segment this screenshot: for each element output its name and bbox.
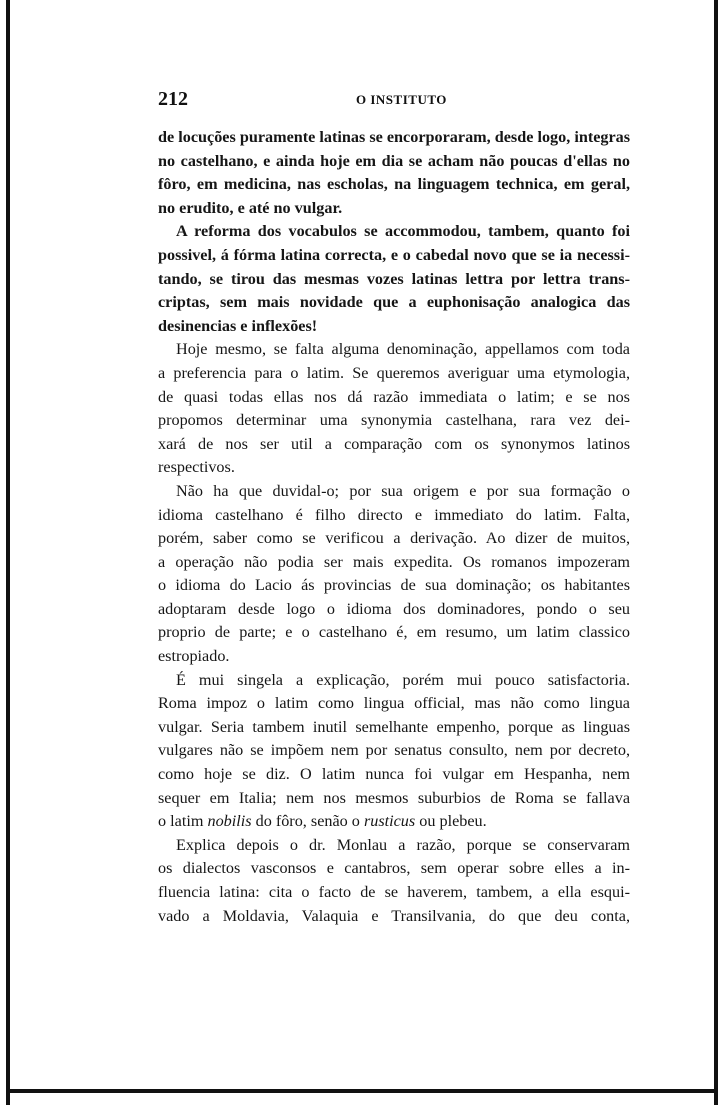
page-number: 212 [158, 88, 188, 110]
scan-border-right [714, 0, 718, 1105]
text-line: criptas, sem mais novidade que a euphonisação analogica das [158, 293, 630, 312]
text-line: fluencia latina: cita o facto de se haverem, tambem, a ella esqui- [158, 883, 630, 901]
text-line [158, 810, 630, 834]
text-line: a preferencia para o latim. Se queremos averiguar uma etymologia, [158, 363, 630, 382]
text-line: vado a Moldavia, Valaquia e Transilvania, do que deu conta, [158, 906, 630, 925]
text-line: propomos determinar uma synonymia castelhana, rara vez dei- [158, 411, 630, 430]
text-line: vulgar. Seria tambem inutil semelhante empenho, porque as linguas [158, 717, 630, 736]
text-line: o idioma do Lacio ás provincias de sua dominação; os habitantes [158, 576, 630, 595]
text-line: proprio de parte; e o castelhano é, em resumo, um latim classico [158, 623, 630, 642]
text-line: tando, se tirou das mesmas vozes latinas lettra por lettra trans- [158, 269, 630, 288]
body-text [158, 126, 630, 928]
paragraph [158, 338, 630, 480]
paragraph [158, 220, 630, 338]
text-line: os dialectos vasconsos e cantabros, sem operar sobre elles a in- [158, 859, 630, 878]
text-line: Hoje mesmo, se falta alguma denominação, appellamos com toda [176, 340, 630, 359]
running-title: O INSTITUTO [356, 92, 447, 107]
text-line: respectivos. [158, 458, 235, 477]
text-line: É mui singela a explicação, porém mui pouco satisfactoria. [176, 670, 630, 689]
text-line: vulgares não se impõem nem por senatus consulto, nem por decreto, [158, 741, 630, 760]
text-line: sequer em Italia; nem nos mesmos suburbios de Roma se fallava [158, 788, 630, 807]
scan-border-bottom [6, 1089, 718, 1093]
text-line: como hoje se diz. O latim nunca foi vulgar em Hespanha, nem [158, 765, 630, 784]
scan-border-left [6, 0, 10, 1105]
text-line: Explica depois o dr. Monlau a razão, porque se conservaram [176, 835, 630, 854]
text-line: estropiado. [158, 647, 230, 666]
text-line: xará de nos ser util a comparação com os synonymos latinos [158, 434, 630, 453]
text-run: o latim [158, 812, 208, 831]
text-line: de locuções puramente latinas se encorporaram, desde logo, integras [158, 128, 631, 146]
text-line: A reforma dos vocabulos se accommodou, tambem, quanto foi [176, 222, 630, 241]
paragraph [158, 834, 630, 928]
page-header [158, 88, 632, 114]
text-line: no castelhano, e ainda hoje em dia se acham não poucas d'ellas no [158, 151, 630, 170]
paragraph [158, 669, 630, 834]
text-line: idioma castelhano é filho directo e immediato do latim. Falta, [158, 505, 630, 524]
text-line: possivel, á fórma latina correcta, e o cabedal novo que se ia necessi- [158, 245, 630, 264]
text-run: do fôro, senão o [251, 812, 364, 831]
italic-term: nobilis [207, 812, 252, 831]
text-run: ou plebeu. [415, 812, 487, 831]
text-line: Roma impoz o latim como lingua official, mas não como lingua [158, 694, 630, 713]
paragraph [158, 126, 630, 220]
italic-term: rusticus [363, 812, 416, 831]
text-line: de quasi todas ellas nos dá razão immediata o latim; e se nos [158, 387, 630, 406]
text-line: no erudito, e até no vulgar. [158, 198, 343, 217]
text-line: fôro, em medicina, nas escholas, na linguagem technica, em geral, [158, 175, 630, 194]
text-line: adoptaram desde logo o idioma dos dominadores, pondo o seu [158, 599, 630, 618]
text-line: Não ha que duvidal-o; por sua origem e por sua formação o [176, 481, 630, 500]
text-line: desinencias e inflexões! [158, 316, 318, 335]
text-line: porém, saber como se verificou a derivação. Ao dizer de muitos, [158, 529, 630, 548]
paragraph [158, 480, 630, 669]
text-line: a operação não podia ser mais expedita. Os romanos impozeram [158, 552, 630, 571]
